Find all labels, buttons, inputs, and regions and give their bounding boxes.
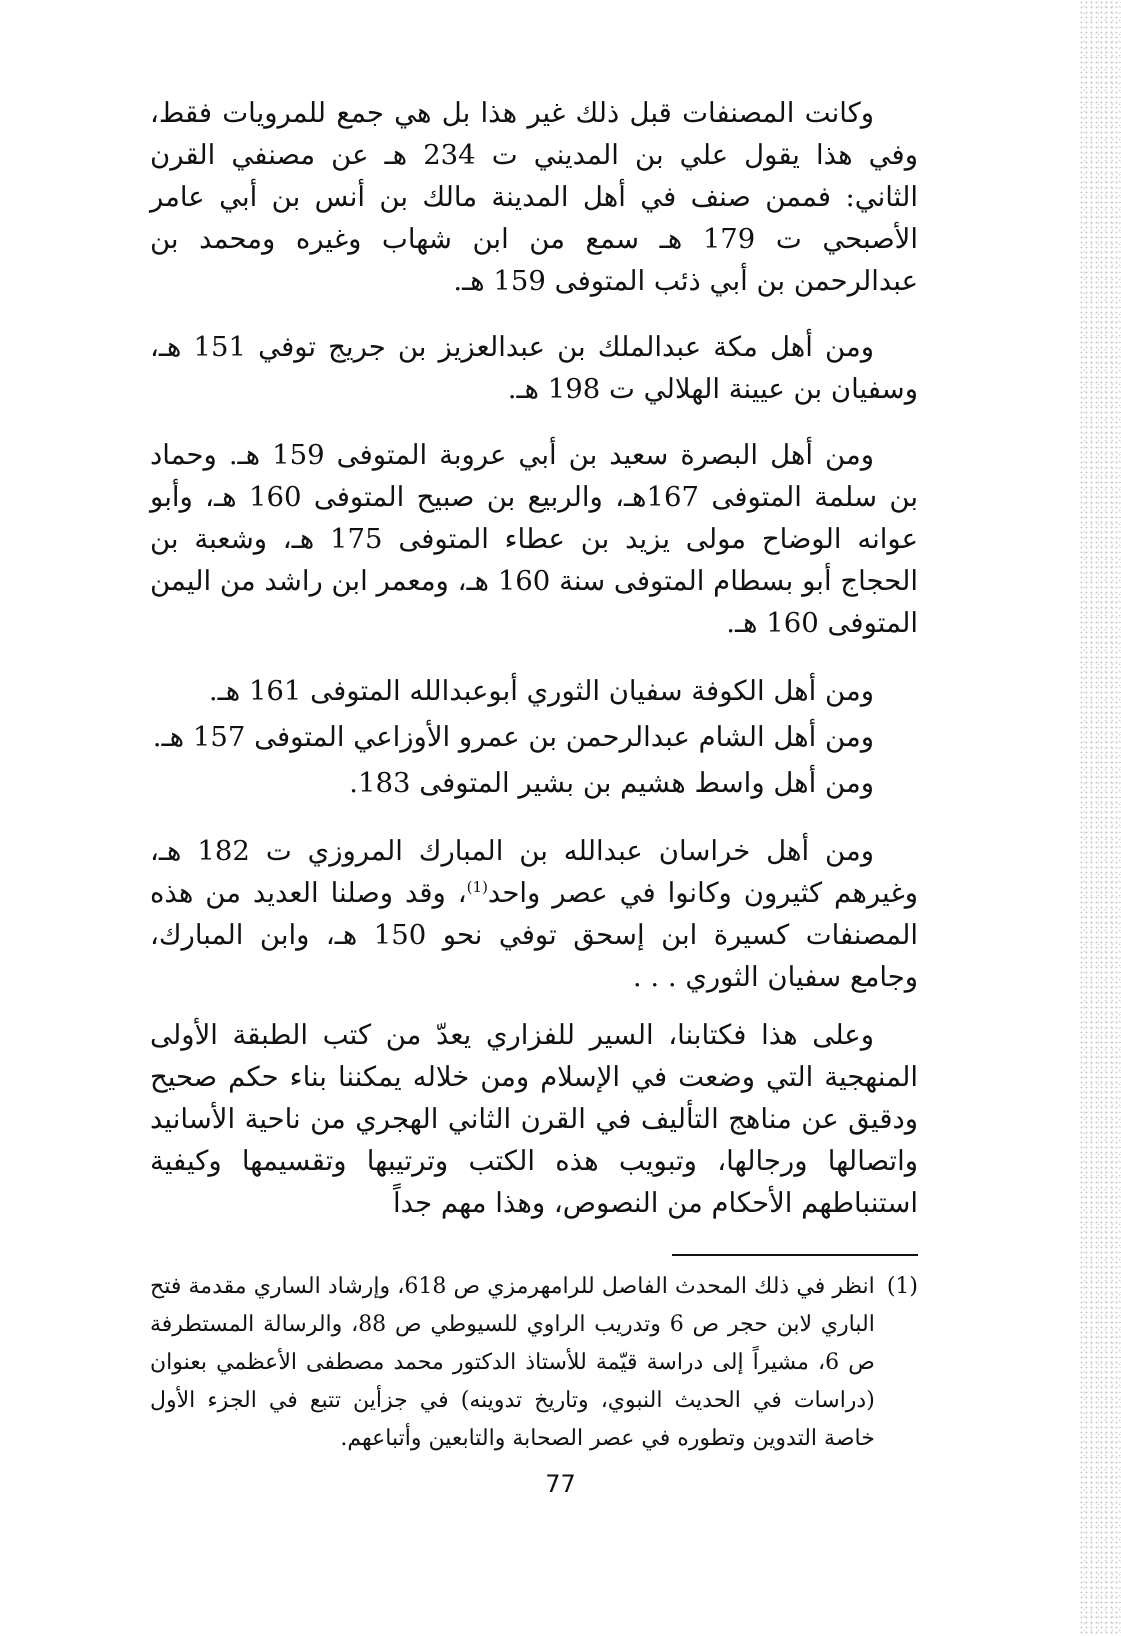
paragraph-conclusion: وعلى هذا فكتابنا، السير للفزاري يعدّ من كتب الطبقة الأولى المنهجية التي وضعت في الإسلام ومن خلاله يمكننا بناء حكم صحيح ودقيق عن مناهج التأليف في القرن الثاني الهجري من ناحية الأسانيد واتصالها ورجالها، وتبويب هذه الكتب وترتيبها وتقسيمها وكيفية استنباطهم الأحكام من النصوص، وهذا مهم جداً [150,1019,918,1219]
page-body [150,92,918,1458]
paragraph-mecca: ومن أهل مكة عبدالملك بن عبدالعزيز بن جريج توفي 151 هـ، وسفيان بن عيينة الهلالي ت 198 هـ. [150,331,918,405]
line-kufa: ومن أهل الكوفة سفيان الثوري أبوعبدالله المتوفى 161 هـ. [208,675,874,707]
short-lines-group [150,668,918,806]
khorasan-text-before: ومن أهل خراسان عبدالله بن المبارك المروزي ت 182 هـ، وغيرهم كثيرون وكانوا في عصر واحد [150,835,918,909]
line-sham: ومن أهل الشام عبدالرحمن بن عمرو الأوزاعي المتوفى 157 هـ. [152,721,874,753]
footnote-reference: (1) [466,877,488,896]
scan-edge-texture [1079,0,1121,1636]
paragraph-basra: ومن أهل البصرة سعيد بن أبي عروبة المتوفى 159 هـ. وحماد بن سلمة المتوفى 167هـ، والربيع بن صبيح المتوفى 160 هـ، وأبو عوانه الوضاح مولى يزيد بن عطاء المتوفى 175 هـ، وشعبة بن الحجاج أبو بسطام المتوفى سنة 160 هـ، ومعمر ابن راشد من اليمن المتوفى 160 هـ. [150,439,919,639]
khorasan-text-after: ، وقد وصلنا العديد من هذه المصنفات كسيرة ابن إسحق توفي نحو 150 هـ، وابن المبارك، وجامع سفيان الثوري . . . [150,877,918,993]
footnote-text: انظر في ذلك المحدث الفاصل للرامهرمزي ص 618، وإرشاد الساري مقدمة فتح الباري لابن حجر ص 6 وتدريب الراوي للسيوطي ص 88، والرسالة المستطرفة ص 6، مشيراً إلى دراسة قيّمة للأستاذ الدكتور محمد مصطفى الأعظمي بعنوان (دراسات في الحديث النبوي، وتاريخ تدوينه) في جزأين تتبع في الجزء الأول خاصة التدوين وتطوره في عصر الصحابة والتابعين وأتباعهم. [150,1274,875,1451]
paragraph-medina: وكانت المصنفات قبل ذلك غير هذا بل هي جمع للمرويات فقط، وفي هذا يقول علي بن المديني ت 234 هـ عن مصنفي القرن الثاني: فممن صنف في أهل المدينة مالك بن أنس بن أبي عامر الأصبحي ت 179 هـ سمع من ابن شهاب وغيره ومحمد بن عبدالرحمن بن أبي ذئب المتوفى 159 هـ. [150,97,918,297]
line-wasit: ومن أهل واسط هشيم بن بشير المتوفى 183. [349,767,874,799]
footnote [150,1268,918,1458]
footnote-separator [672,1254,918,1256]
paragraph-khorasan [150,830,918,998]
footnote-marker: (1) [886,1274,918,1299]
page-number: 77 [545,1470,576,1498]
